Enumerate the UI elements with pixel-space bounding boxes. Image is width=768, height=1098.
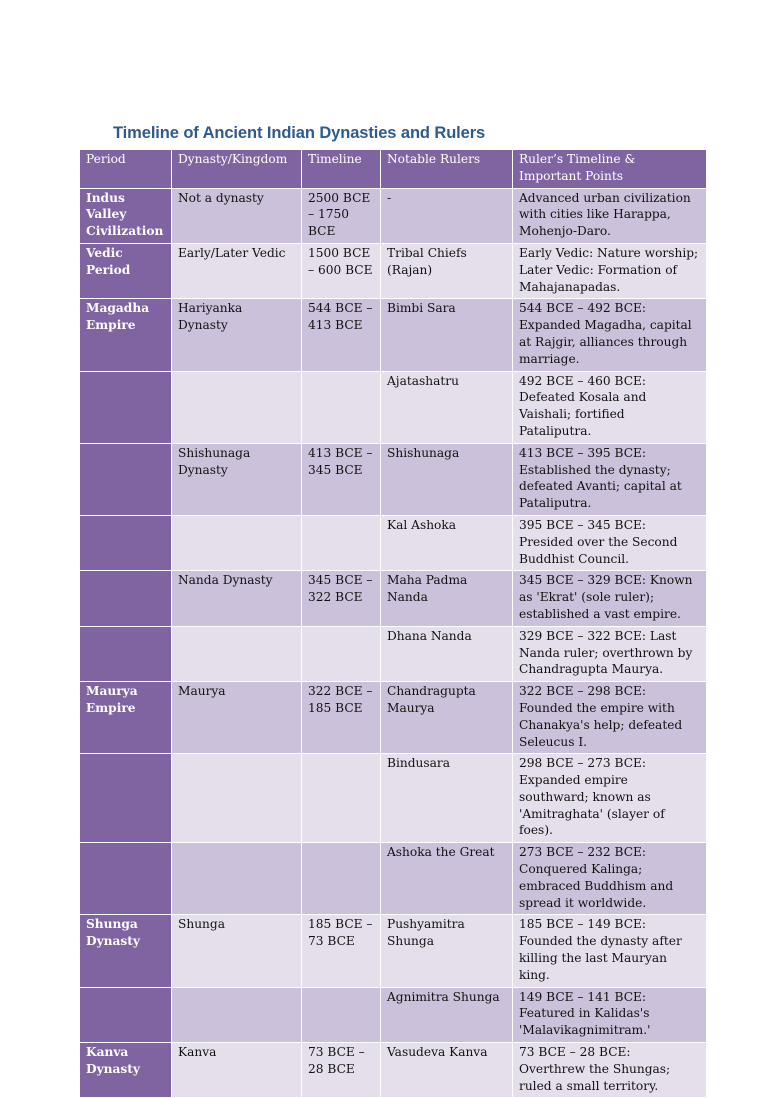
period-cell (80, 626, 172, 681)
points-cell: 73 BCE – 28 BCE: Overthrew the Shungas; ruled a small territory. (513, 1043, 707, 1098)
ruler-cell: Dhana Nanda (381, 626, 513, 681)
dynasty-cell (172, 843, 302, 915)
points-cell: 329 BCE – 322 BCE: Last Nanda ruler; overthrown by Chandragupta Maurya. (513, 626, 707, 681)
ruler-cell: Ajatashatru (381, 371, 513, 443)
table-row (80, 188, 707, 243)
table-row (80, 682, 707, 754)
header-notable-rulers: Notable Rulers (381, 150, 513, 189)
dynasty-cell (172, 515, 302, 570)
ruler-cell: Chandragupta Maurya (381, 682, 513, 754)
points-cell: 413 BCE – 395 BCE: Established the dynasty; defeated Avanti; capital at Pataliputra. (513, 443, 707, 515)
header-period: Period (80, 150, 172, 189)
period-cell: Shunga Dynasty (80, 915, 172, 987)
dynasty-cell (172, 754, 302, 843)
timeline-cell: 322 BCE – 185 BCE (302, 682, 381, 754)
ruler-cell: Maha Padma Nanda (381, 571, 513, 626)
period-cell (80, 987, 172, 1042)
header-timeline: Timeline (302, 150, 381, 189)
ruler-cell: Bimbi Sara (381, 299, 513, 371)
dynasty-cell: Nanda Dynasty (172, 571, 302, 626)
period-cell (80, 843, 172, 915)
dynasty-cell: Shunga (172, 915, 302, 987)
table-row (80, 243, 707, 298)
ruler-cell: Bindusara (381, 754, 513, 843)
ruler-cell: Kal Ashoka (381, 515, 513, 570)
points-cell: 492 BCE – 460 BCE: Defeated Kosala and Vaishali; fortified Pataliputra. (513, 371, 707, 443)
header-ruler-points: Ruler’s Timeline & Important Points (513, 150, 707, 189)
table-row (80, 443, 707, 515)
period-cell: Vedic Period (80, 243, 172, 298)
dynasty-cell (172, 626, 302, 681)
ruler-cell: Shishunaga (381, 443, 513, 515)
dynasty-cell: Maurya (172, 682, 302, 754)
ruler-cell: Vasudeva Kanva (381, 1043, 513, 1098)
period-cell (80, 371, 172, 443)
period-cell (80, 571, 172, 626)
dynasty-cell: Kanva (172, 1043, 302, 1098)
timeline-cell: 2500 BCE – 1750 BCE (302, 188, 381, 243)
period-cell (80, 515, 172, 570)
timeline-cell (302, 843, 381, 915)
timeline-cell: 345 BCE – 322 BCE (302, 571, 381, 626)
points-cell: Advanced urban civilization with cities like Harappa, Mohenjo-Daro. (513, 188, 707, 243)
dynasty-cell (172, 371, 302, 443)
period-cell (80, 443, 172, 515)
dynasty-cell: Not a dynasty (172, 188, 302, 243)
table-body (80, 188, 707, 1098)
dynasty-timeline-table (79, 149, 707, 1098)
table-row (80, 1043, 707, 1098)
ruler-cell: Ashoka the Great (381, 843, 513, 915)
table-row (80, 371, 707, 443)
timeline-cell (302, 754, 381, 843)
page-title: Timeline of Ancient Indian Dynasties and Rulers (113, 124, 486, 142)
timeline-cell: 73 BCE – 28 BCE (302, 1043, 381, 1098)
table-row (80, 915, 707, 987)
table-row (80, 843, 707, 915)
timeline-cell: 1500 BCE – 600 BCE (302, 243, 381, 298)
timeline-cell (302, 626, 381, 681)
points-cell: 345 BCE – 329 BCE: Known as 'Ekrat' (sole ruler); established a vast empire. (513, 571, 707, 626)
ruler-cell: Pushyamitra Shunga (381, 915, 513, 987)
header-dynasty: Dynasty/Kingdom (172, 150, 302, 189)
timeline-cell (302, 371, 381, 443)
points-cell: 322 BCE – 298 BCE: Founded the empire with Chanakya's help; defeated Seleucus I. (513, 682, 707, 754)
dynasty-cell: Early/Later Vedic (172, 243, 302, 298)
table-row (80, 987, 707, 1042)
timeline-cell: 413 BCE – 345 BCE (302, 443, 381, 515)
table-row (80, 515, 707, 570)
ruler-cell: Tribal Chiefs (Rajan) (381, 243, 513, 298)
period-cell (80, 754, 172, 843)
timeline-cell (302, 987, 381, 1042)
dynasty-cell: Hariyanka Dynasty (172, 299, 302, 371)
ruler-cell: - (381, 188, 513, 243)
timeline-cell: 544 BCE – 413 BCE (302, 299, 381, 371)
ruler-cell: Agnimitra Shunga (381, 987, 513, 1042)
table-header (80, 150, 707, 189)
dynasty-cell (172, 987, 302, 1042)
points-cell: 298 BCE – 273 BCE: Expanded empire southward; known as 'Amitraghata' (slayer of foes). (513, 754, 707, 843)
points-cell: 149 BCE – 141 BCE: Featured in Kalidas's 'Malavikagnimitram.' (513, 987, 707, 1042)
table-row (80, 299, 707, 371)
timeline-cell (302, 515, 381, 570)
points-cell: 273 BCE – 232 BCE: Conquered Kalinga; embraced Buddhism and spread it worldwide. (513, 843, 707, 915)
points-cell: Early Vedic: Nature worship; Later Vedic: Formation of Mahajanapadas. (513, 243, 707, 298)
points-cell: 544 BCE – 492 BCE: Expanded Magadha, capital at Rajgir, alliances through marriage. (513, 299, 707, 371)
points-cell: 395 BCE – 345 BCE: Presided over the Second Buddhist Council. (513, 515, 707, 570)
points-cell: 185 BCE – 149 BCE: Founded the dynasty after killing the last Mauryan king. (513, 915, 707, 987)
dynasty-cell: Shishunaga Dynasty (172, 443, 302, 515)
period-cell: Kanva Dynasty (80, 1043, 172, 1098)
header-row (80, 150, 707, 189)
period-cell: Magadha Empire (80, 299, 172, 371)
period-cell: Indus Valley Civilization (80, 188, 172, 243)
timeline-cell: 185 BCE – 73 BCE (302, 915, 381, 987)
table-row (80, 626, 707, 681)
table-row (80, 571, 707, 626)
table-row (80, 754, 707, 843)
period-cell: Maurya Empire (80, 682, 172, 754)
